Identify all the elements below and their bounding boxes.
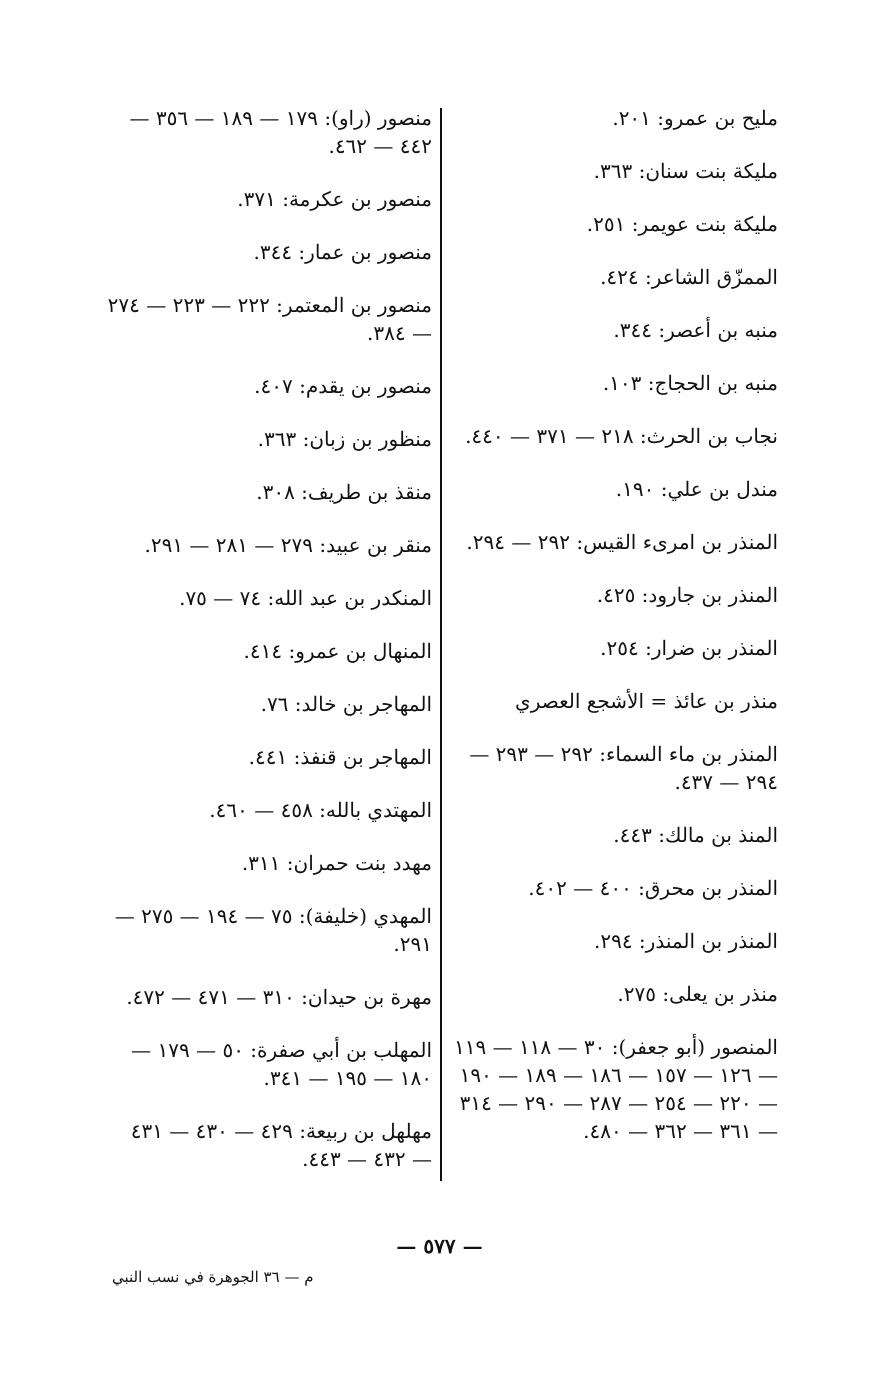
page-number: — ٥٧٧ — <box>396 1234 483 1258</box>
index-entry: المنذر بن امرىء القيس: ٢٩٢ — ٢٩٤. <box>466 530 778 554</box>
index-entry: المهاجر بن قنفذ: ٤٤١. <box>248 745 432 769</box>
index-entry: منصور بن عكرمة: ٣٧١. <box>237 187 432 211</box>
index-entry: المنهال بن عمرو: ٤١٤. <box>243 639 432 663</box>
index-entry: منقر بن عبيد: ٢٧٩ — ٢٨١ — ٢٩١. <box>144 533 432 557</box>
index-entry: منذر بن عائذ = الأشجع العصري <box>515 689 778 713</box>
index-entry: مهدد بنت حمران: ٣١١. <box>241 851 432 875</box>
index-entry: المنذر بن جارود: ٤٢٥. <box>596 583 778 607</box>
index-column-left <box>106 104 432 1198</box>
index-entry: المنذ بن مالك: ٤٤٣. <box>613 823 778 847</box>
index-entry: مليكة بنت عويمر: ٢٥١. <box>586 212 778 236</box>
index-entry: المنذر بن ضرار: ٢٥٤. <box>600 636 778 660</box>
index-entry: الممزّق الشاعر: ٤٢٤. <box>600 265 778 289</box>
index-entry: منبه بن الحجاج: ١٠٣. <box>602 371 778 395</box>
index-entry: نجاب بن الحرث: ٢١٨ — ٣٧١ — ٤٤٠. <box>465 424 778 448</box>
index-entry: المهتدي بالله: ٤٥٨ — ٤٦٠. <box>209 798 432 822</box>
index-entry: منقذ بن طريف: ٣٠٨. <box>256 480 432 504</box>
index-entry: المهدي (خليفة): ٧٥ — ١٩٤ — ٢٧٥ — ٢٩١. <box>114 904 432 956</box>
index-entry: مندل بن علي: ١٩٠. <box>615 477 778 501</box>
index-entry: المنكدر بن عبد الله: ٧٤ — ٧٥. <box>179 586 432 610</box>
index-entry: مهرة بن حيدان: ٣١٠ — ٤٧١ — ٤٧٢. <box>126 985 432 1009</box>
index-column-right <box>452 104 778 1170</box>
index-entry: منصور بن المعتمر: ٢٢٢ — ٢٢٣ — ٢٧٤ — ٣٨٤. <box>107 293 432 345</box>
index-entry: منصور (راو): ١٧٩ — ١٨٩ — ٣٥٦ — ٤٤٢ — ٤٦٢. <box>129 106 432 158</box>
index-entry: المنذر بن المنذر: ٢٩٤. <box>593 929 778 953</box>
index-entry: منذر بن يعلى: ٢٧٥. <box>617 982 778 1006</box>
index-entry: مهلهل بن ربيعة: ٤٢٩ — ٤٣٠ — ٤٣١ — ٤٣٢ — ٤٤٣. <box>130 1119 432 1171</box>
index-entry: منصور بن يقدم: ٤٠٧. <box>254 374 432 398</box>
index-entry: منبه بن أعصر: ٣٤٤. <box>613 318 778 342</box>
index-entry: المهلب بن أبي صفرة: ٥٠ — ١٧٩ — ١٨٠ — ١٩٥ — ٣٤١. <box>131 1038 432 1090</box>
index-entry: مليح بن عمرو: ٢٠١. <box>612 106 778 130</box>
index-entry: منصور بن عمار: ٣٤٤. <box>253 240 432 264</box>
index-entry: المنذر بن ماء السماء: ٢٩٢ — ٢٩٣ — ٢٩٤ — ٤٣٧. <box>469 742 778 794</box>
column-divider <box>440 108 442 1181</box>
index-entry: مليكة بنت سنان: ٣٦٣. <box>593 159 778 183</box>
footer-note: م — ٣٦ الجوهرة في نسب النبي <box>112 1268 314 1286</box>
index-entry: المنذر بن محرق: ٤٠٠ — ٤٠٢. <box>528 876 778 900</box>
index-entry: منظور بن زبان: ٣٦٣. <box>257 427 432 451</box>
index-entry: المنصور (أبو جعفر): ٣٠ — ١١٨ — ١١٩ — ١٢٦ — ١٥٧ — ١٨٦ — ١٨٩ — ١٩٠ — ٢٢٠ — ٢٥٤ — ٢٨٧ — ٢٩٠ — ٣١٤ — ٣٦١ — ٣٦٢ — ٤٨٠. <box>453 1035 778 1143</box>
index-entry: المهاجر بن خالد: ٧٦. <box>260 692 432 716</box>
